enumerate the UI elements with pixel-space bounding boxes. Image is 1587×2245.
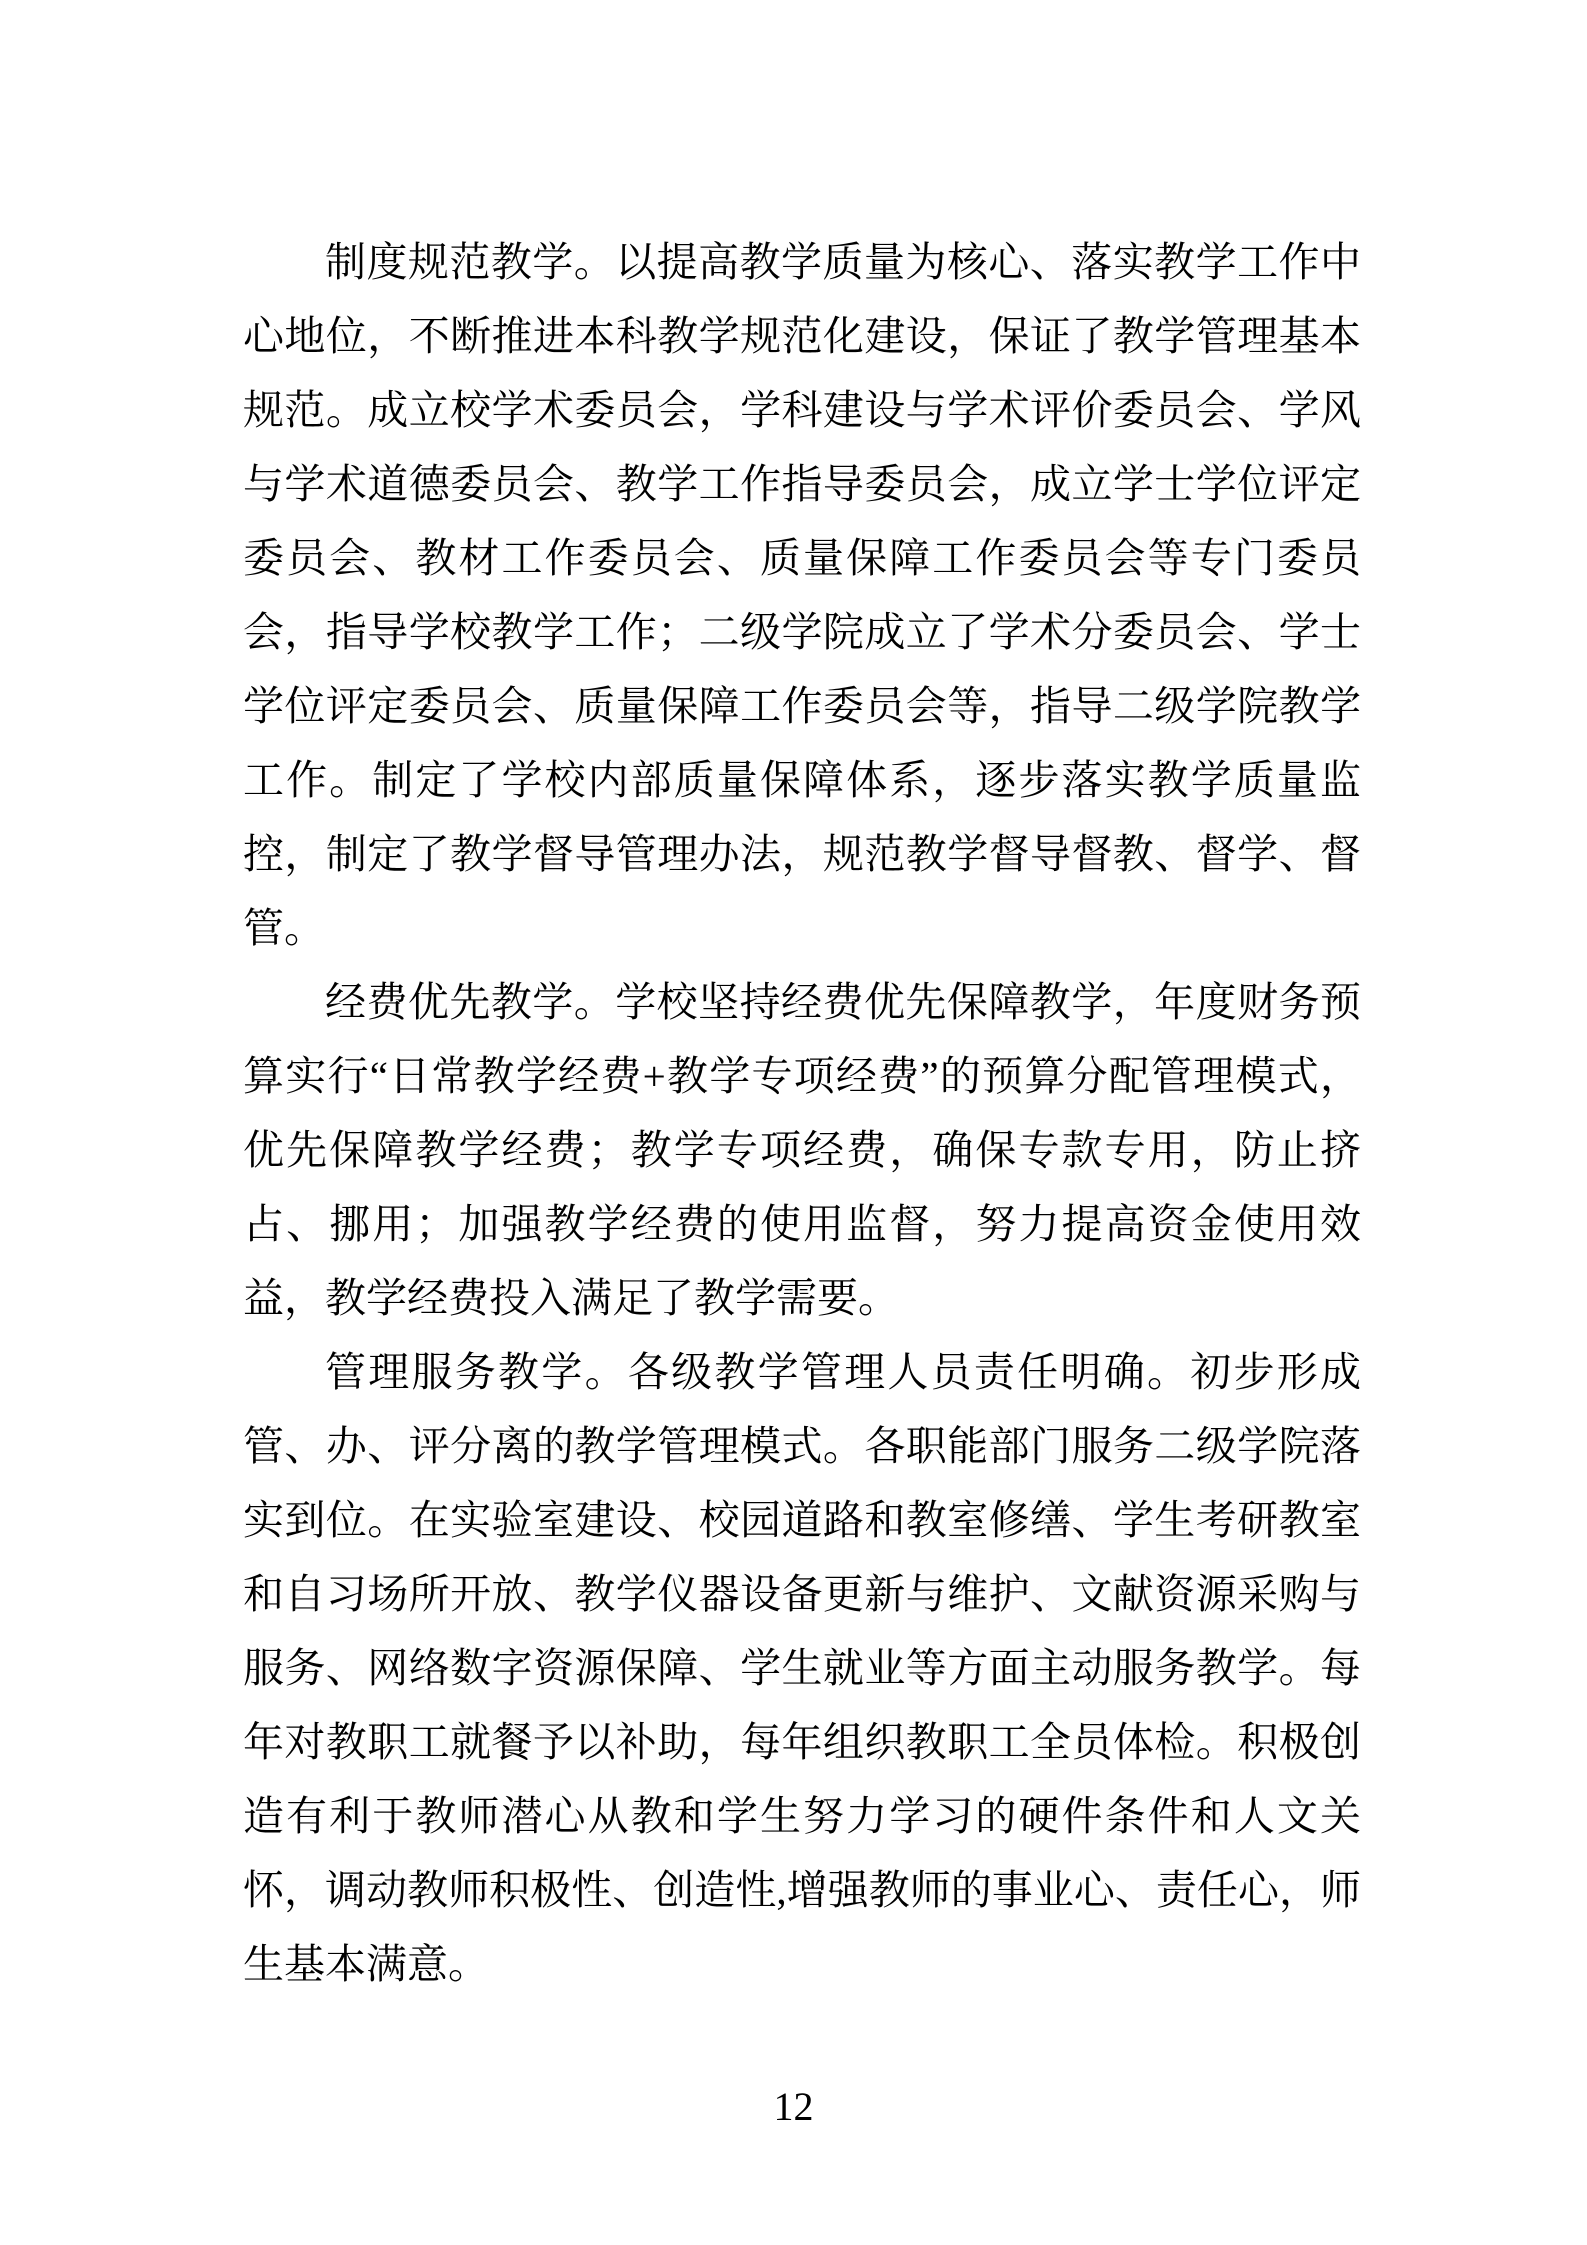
page-footer	[0, 2085, 1587, 2129]
body-paragraph: 制度规范教学。以提高教学质量为核心、落实教学工作中心地位，不断推进本科教学规范化建设，保证了教学管理基本规范。成立校学术委员会，学科建设与学术评价委员会、学风与学术道德委员会、教学工作指导委员会，成立学士学位评定委员会、教材工作委员会、质量保障工作委员会等专门委员会，指导学校教学工作；二级学院成立了学术分委员会、学士学位评定委员会、质量保障工作委员会等，指导二级学院教学工作。制定了学校内部质量保障体系，逐步落实教学质量监控，制定了教学督导管理办法，规范教学督导督教、督学、督管。	[243, 239, 1361, 951]
body-paragraph: 经费优先教学。学校坚持经费优先保障教学，年度财务预算实行“日常教学经费+教学专项经费”的预算分配管理模式，优先保障教学经费；教学专项经费，确保专款专用，防止挤占、挪用；加强教学经费的使用监督，努力提高资金使用效益，教学经费投入满足了教学需要。	[243, 979, 1361, 1321]
body-paragraph: 管理服务教学。各级教学管理人员责任明确。初步形成管、办、评分离的教学管理模式。各职能部门服务二级学院落实到位。在实验室建设、校园道路和教室修缮、学生考研教室和自习场所开放、教学仪器设备更新与维护、文献资源采购与服务、网络数字资源保障、学生就业等方面主动服务教学。每年对教职工就餐予以补助，每年组织教职工全员体检。积极创造有利于教师潜心从教和学生努力学习的硬件条件和人文关怀，调动教师积极性、创造性,增强教师的事业心、责任心，师生基本满意。	[243, 1349, 1361, 1987]
document-body	[243, 225, 1361, 2001]
page-number: 12	[773, 2084, 814, 2129]
